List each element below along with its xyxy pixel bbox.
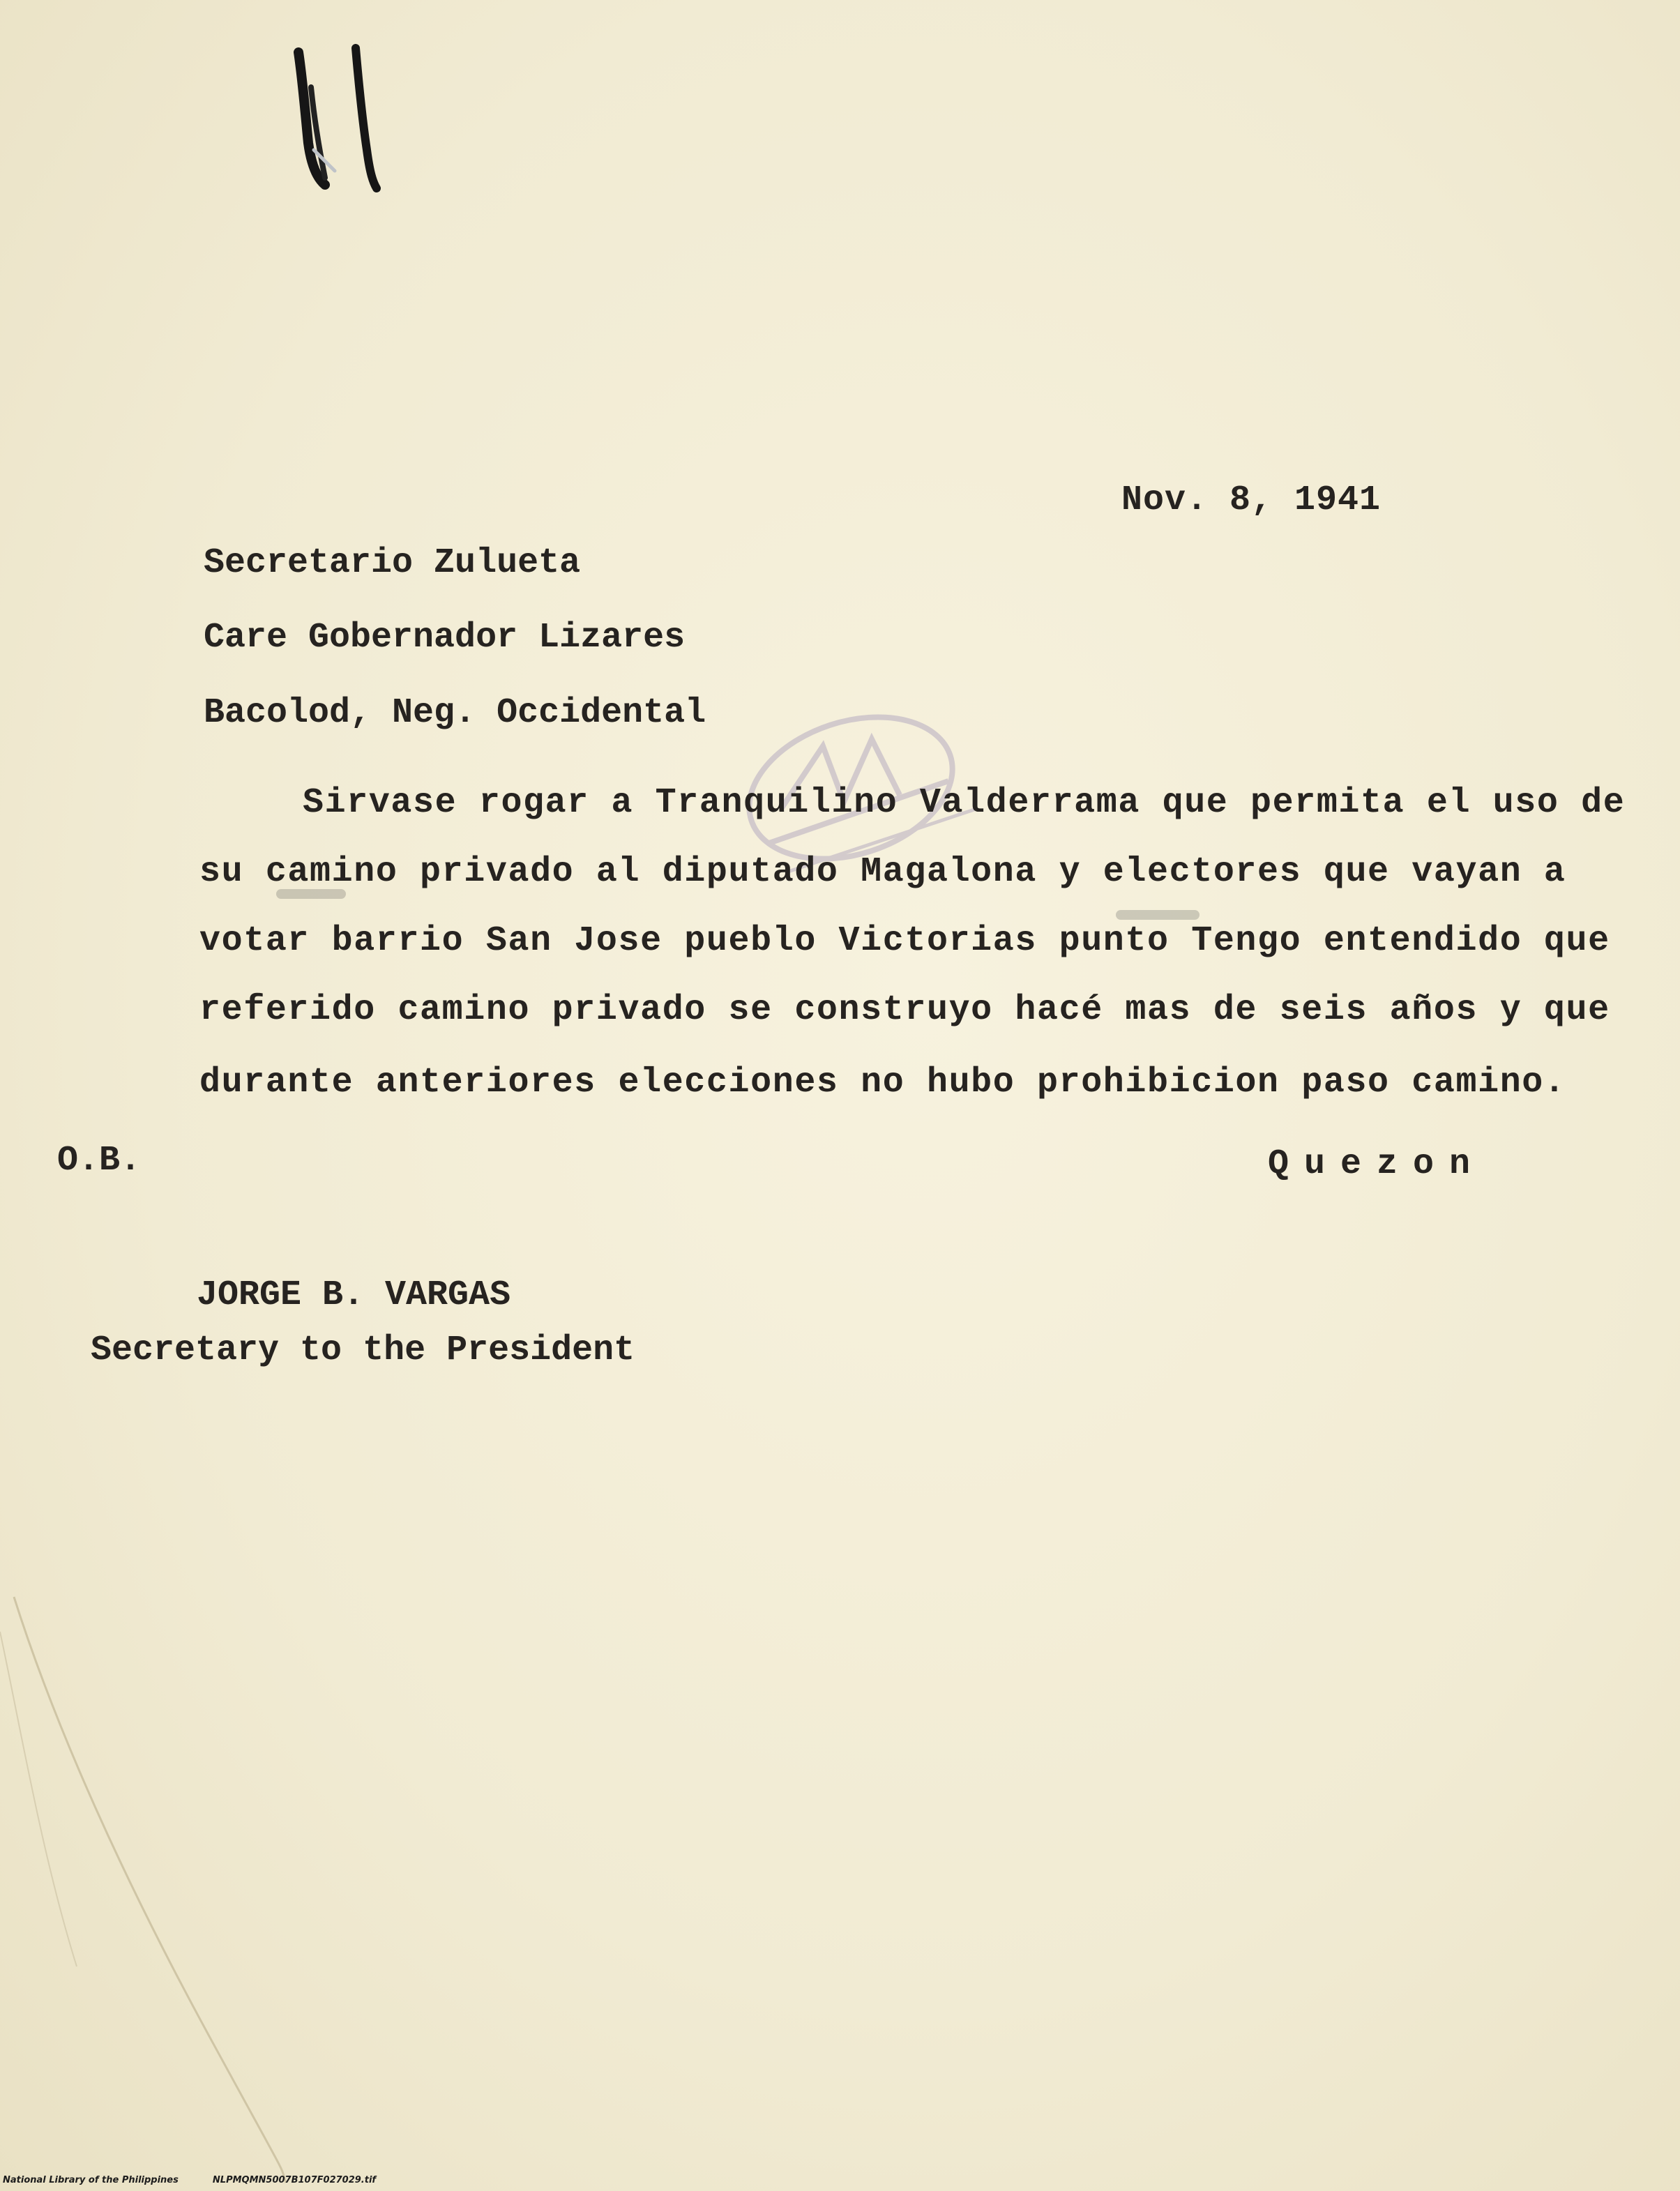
received-stamp bbox=[725, 704, 1074, 941]
closing-signature: Quezon bbox=[1268, 1144, 1486, 1184]
body-line: Sirvase rogar a Tranquilino Valderrama que permita el uso de bbox=[303, 783, 1626, 823]
archive-file-name: NLPMQMN5007B107F027029.tif bbox=[212, 2175, 377, 2185]
signatory-name: JORGE B. VARGAS bbox=[197, 1275, 511, 1315]
archive-label: National Library of the Philippines bbox=[3, 2175, 179, 2185]
archive-footer bbox=[3, 2175, 376, 2185]
handwritten-mark bbox=[279, 38, 404, 199]
body-line: durante anteriores elecciones no hubo prohibicion paso camino. bbox=[199, 1063, 1566, 1102]
letter-date: Nov. 8, 1941 bbox=[1121, 480, 1382, 520]
paper-crease bbox=[0, 1590, 293, 2190]
body-line: votar barrio San Jose pueblo Victorias punto Tengo entendido que bbox=[199, 921, 1610, 961]
signatory-title: Secretary to the President bbox=[91, 1330, 635, 1370]
addressee-line: Secretario Zulueta bbox=[204, 543, 581, 583]
typist-initials: O.B. bbox=[57, 1141, 142, 1181]
body-line: su camino privado al diputado Magalona y electores que vayan a bbox=[199, 852, 1566, 892]
ink-smudge bbox=[1116, 910, 1200, 920]
addressee-line: Bacolod, Neg. Occidental bbox=[204, 693, 706, 733]
addressee-line: Care Gobernador Lizares bbox=[204, 618, 686, 658]
body-line: referido camino privado se construyo hacé mas de seis años y que bbox=[199, 990, 1610, 1030]
